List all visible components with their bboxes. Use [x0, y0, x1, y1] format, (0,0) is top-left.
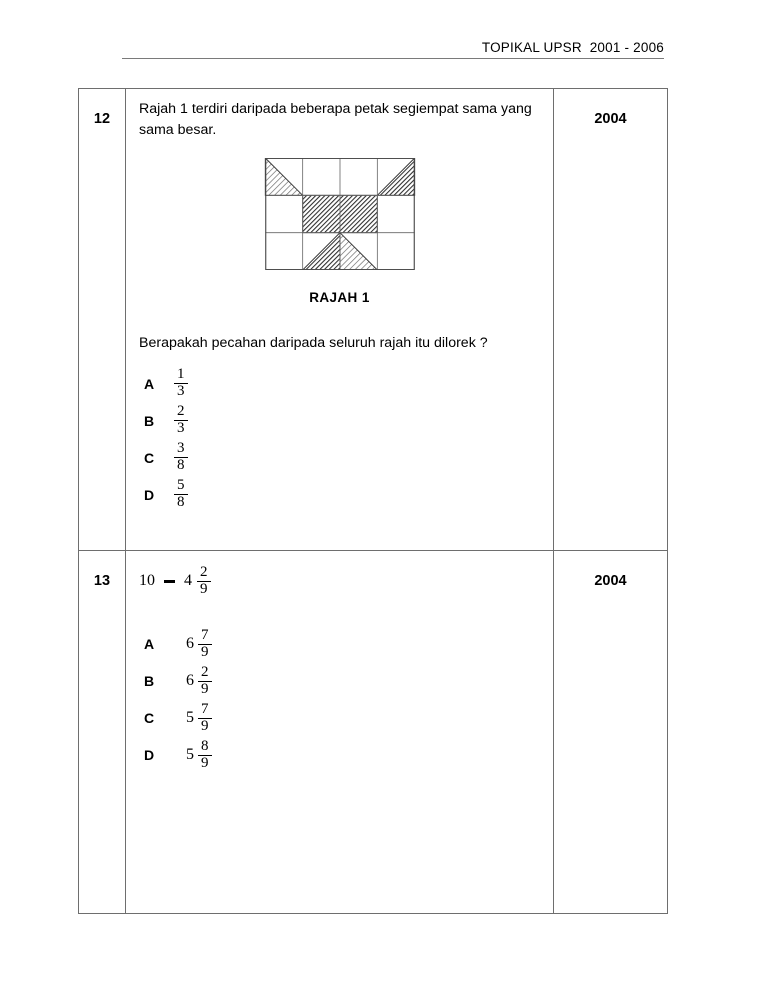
option-letter: B [144, 673, 155, 689]
stem-left-operand: 10 [139, 572, 155, 590]
table-row [79, 551, 668, 914]
stem-right-whole: 4 [184, 572, 192, 590]
option-b[interactable] [144, 402, 543, 439]
question-prompt: Berapakah pecahan daripada seluruh rajah itu dilorek ? [139, 335, 488, 352]
question-stem [139, 565, 543, 598]
fraction [197, 565, 211, 598]
fraction [174, 404, 188, 437]
question-number-cell [79, 89, 126, 551]
minus-icon [164, 580, 175, 583]
fraction-numerator: 2 [200, 564, 208, 580]
options-list-q12 [144, 365, 543, 513]
question-body-cell [126, 551, 554, 914]
option-letter: D [144, 486, 155, 503]
fraction-numerator: 3 [177, 440, 185, 457]
option-value [186, 702, 212, 735]
fraction-denominator: 3 [177, 383, 185, 400]
fraction [198, 665, 212, 698]
option-value [174, 404, 188, 437]
fraction [198, 739, 212, 772]
question-number: 12 [93, 111, 111, 127]
option-value [186, 739, 212, 772]
fraction-denominator: 9 [201, 754, 209, 771]
option-d[interactable] [144, 476, 543, 513]
table-row [79, 89, 668, 551]
fraction-denominator: 9 [200, 580, 208, 597]
option-c[interactable] [144, 700, 543, 737]
rajah-1-figure [136, 158, 543, 270]
mixed-whole: 5 [186, 709, 194, 726]
header-divider [122, 58, 664, 59]
option-b[interactable] [144, 663, 543, 700]
mixed-whole: 5 [186, 746, 194, 763]
fraction-numerator: 7 [201, 700, 209, 717]
option-letter: D [144, 747, 155, 763]
fraction-numerator: 1 [177, 366, 185, 383]
question-number: 13 [93, 573, 111, 589]
option-letter: A [144, 636, 155, 652]
question-year-cell [554, 89, 668, 551]
question-table [78, 88, 668, 914]
page-header [122, 40, 664, 59]
question-body-cell [126, 89, 554, 551]
options-list-q13 [144, 626, 543, 774]
fraction-numerator: 5 [177, 477, 185, 494]
fraction-numerator: 8 [201, 737, 209, 754]
option-a[interactable] [144, 365, 543, 402]
option-a[interactable] [144, 626, 543, 663]
option-letter: C [144, 449, 155, 466]
fraction-numerator: 2 [201, 663, 209, 680]
option-value [186, 665, 212, 698]
fraction-denominator: 9 [201, 643, 209, 660]
fraction [174, 441, 188, 474]
fraction [198, 628, 212, 661]
fraction-denominator: 8 [177, 494, 185, 511]
option-value [174, 441, 188, 474]
rajah-1-svg [248, 158, 432, 270]
fraction-denominator: 3 [177, 420, 185, 437]
fraction-numerator: 2 [177, 403, 185, 420]
mixed-whole: 6 [186, 635, 194, 652]
question-number-cell [79, 551, 126, 914]
option-value [186, 628, 212, 661]
fraction [174, 478, 188, 511]
header-title: TOPIKAL UPSR 2001 - 2006 [481, 40, 664, 55]
option-d[interactable] [144, 737, 543, 774]
question-year-cell [554, 551, 668, 914]
fraction-denominator: 8 [177, 457, 185, 474]
fraction-denominator: 9 [201, 680, 209, 697]
option-letter: B [144, 412, 155, 429]
figure-caption: RAJAH 1 [309, 290, 370, 306]
option-letter: C [144, 710, 155, 726]
option-value [174, 367, 188, 400]
option-c[interactable] [144, 439, 543, 476]
question-year: 2004 [594, 111, 627, 127]
question-year: 2004 [594, 573, 627, 589]
option-letter: A [144, 375, 155, 392]
mixed-whole: 6 [186, 672, 194, 689]
option-value [174, 478, 188, 511]
fraction-numerator: 7 [201, 626, 209, 643]
fraction [198, 702, 212, 735]
question-stem: Rajah 1 terdiri daripada beberapa petak segiempat sama yang sama besar. [139, 101, 532, 138]
fraction-denominator: 9 [201, 717, 209, 734]
fraction [174, 367, 188, 400]
